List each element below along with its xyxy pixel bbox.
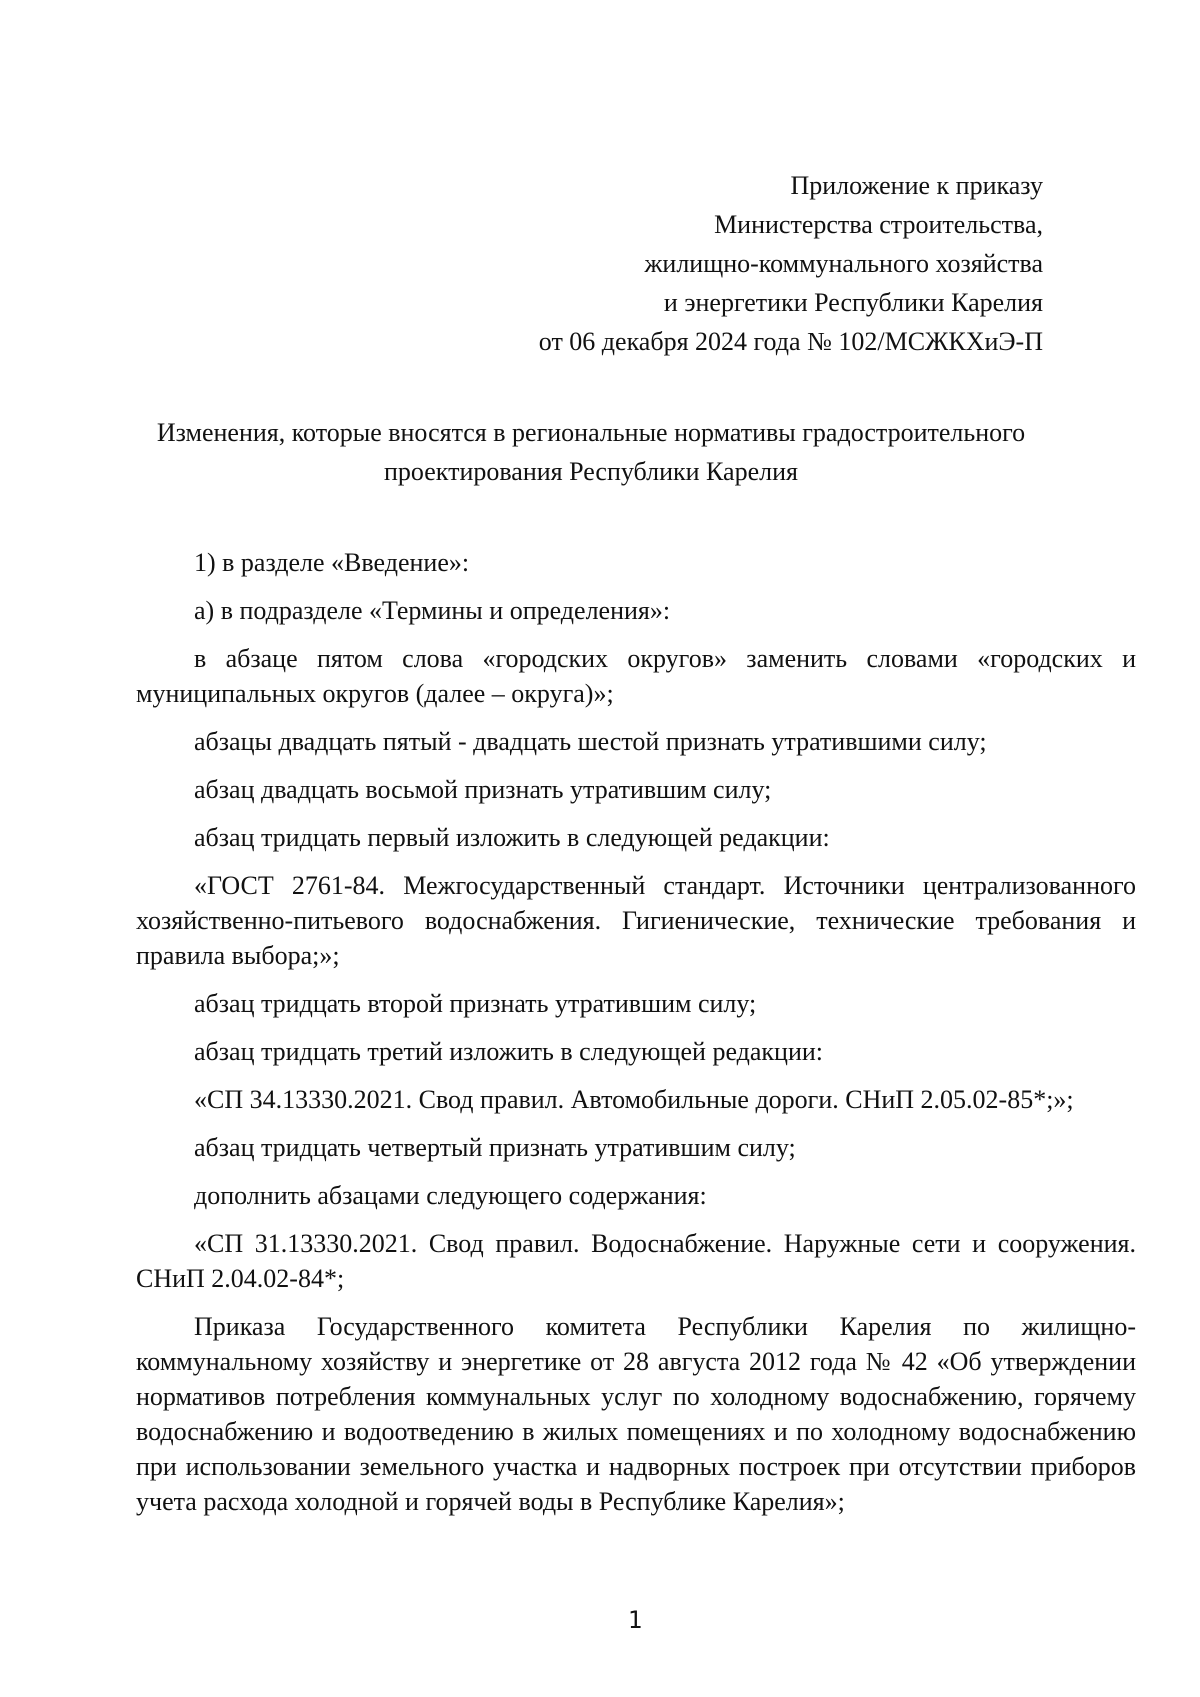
body-paragraph: абзац тридцать третий изложить в следующей редакции: — [194, 1037, 824, 1066]
body-paragraph: 1) в разделе «Введение»: — [194, 548, 470, 577]
body-paragraph: а) в подразделе «Термины и определения»: — [194, 596, 671, 625]
header-line: Министерства строительства, — [714, 210, 1043, 239]
body-paragraph: в абзаце пятом слова «городских округов» заменить словами «городских и муниципальных округов (далее – округа)»; — [136, 644, 1136, 708]
header-line: и энергетики Республики Карелия — [663, 288, 1043, 317]
page-number: 1 — [627, 1606, 643, 1634]
header-line: от 06 декабря 2024 года № 102/МСЖКХиЭ-П — [538, 327, 1043, 356]
title-line-2: проектирования Республики Карелия — [384, 457, 798, 486]
body-paragraph: Приказа Государственного комитета Республики Карелия по жилищно-коммунальному хозяйству и энергетике от 28 августа 2012 года № 42 «Об утверждении нормативов потребления коммунальных услуг по холодному водоснабжению, горячему водоснабжению и водоотведению в жилых помещениях и по холодному водоснабжению при использовании земельного участка и надворных построек при отсутствии приборов учета расхода холодной и горячей воды в Республике Карелия»; — [136, 1312, 1136, 1516]
body-paragraph: «ГОСТ 2761-84. Межгосударственный стандарт. Источники централизованного хозяйственно-питьевого водоснабжения. Гигиенические, технические требования и правила выбора;»; — [136, 871, 1136, 970]
header-line: Приложение к приказу — [790, 171, 1043, 200]
body-paragraph: абзац тридцать четвертый признать утратившим силу; — [194, 1133, 796, 1162]
header-line: жилищно-коммунального хозяйства — [644, 249, 1043, 278]
body-paragraph: абзац двадцать восьмой признать утратившим силу; — [194, 775, 772, 804]
body-paragraph: абзац тридцать второй признать утратившим силу; — [194, 989, 757, 1018]
document-body — [136, 545, 1136, 1532]
title-line-1: Изменения, которые вносятся в региональные нормативы градостроительного — [156, 418, 1026, 447]
order-appendix-header — [539, 166, 1043, 361]
body-paragraph: абзац тридцать первый изложить в следующей редакции: — [194, 823, 830, 852]
body-paragraph: дополнить абзацами следующего содержания: — [194, 1181, 707, 1210]
body-paragraph: абзацы двадцать пятый - двадцать шестой признать утратившими силу; — [194, 727, 987, 756]
document-title — [136, 413, 1046, 491]
body-paragraph: «СП 34.13330.2021. Свод правил. Автомобильные дороги. СНиП 2.05.02-85*;»; — [194, 1085, 1074, 1114]
body-paragraph: «СП 31.13330.2021. Свод правил. Водоснабжение. Наружные сети и сооружения. СНиП 2.04.02-84*; — [136, 1229, 1136, 1293]
